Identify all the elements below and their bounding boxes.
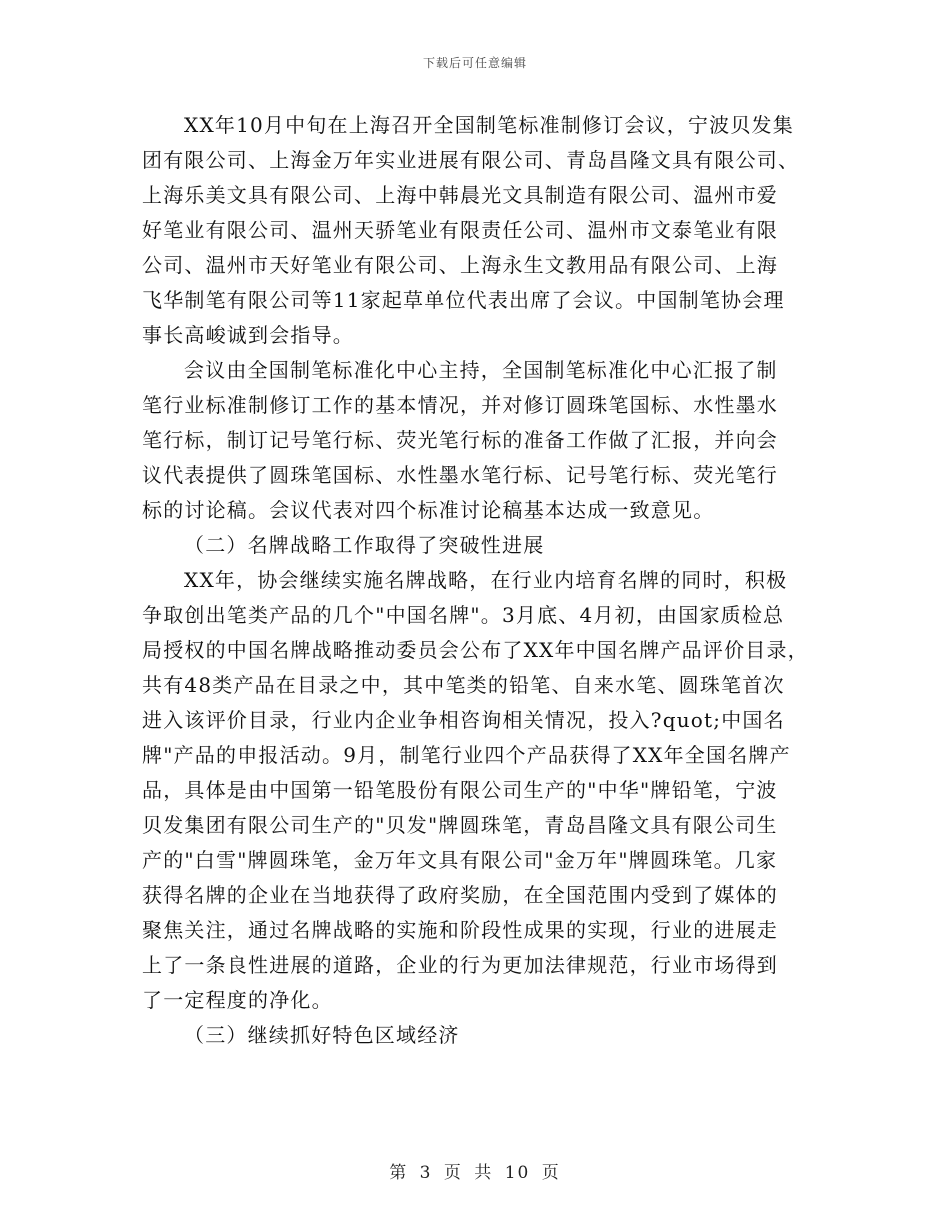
text-line: 上了一条良性进展的道路，企业的行为更加法律规范，行业市场得到 (142, 953, 778, 977)
text-line: 事长高峻诚到会指导。 (142, 323, 354, 347)
text-line: 标的讨论稿。会议代表对四个标准讨论稿基本达成一致意见。 (142, 498, 715, 522)
text-line: 贝发集团有限公司生产的"贝发"牌圆珠笔，青岛昌隆文具有限公司生 (142, 813, 778, 837)
text-line: 笔行标，制订记号笔行标、荧光笔行标的准备工作做了汇报，并向会 (142, 428, 778, 452)
text-line: 会议由全国制笔标准化中心主持，全国制笔标准化中心汇报了制 (184, 358, 778, 382)
document-body (142, 108, 814, 1053)
text-line: 上海乐美文具有限公司、上海中韩晨光文具制造有限公司、温州市爱 (142, 183, 778, 207)
text-line: 牌"产品的申报活动。9月，制笔行业四个产品获得了XX年全国名牌产 (142, 743, 791, 767)
text-line: 公司、温州市天好笔业有限公司、上海永生文教用品有限公司、上海 (142, 253, 778, 277)
text-line: 聚焦关注，通过名牌战略的实施和阶段性成果的实现，行业的进展走 (142, 918, 778, 942)
text-line: 共有48类产品在目录之中，其中笔类的铅笔、自来水笔、圆珠笔首次 (142, 673, 785, 697)
text-line: 议代表提供了圆珠笔国标、水性墨水笔行标、记号笔行标、荧光笔行 (142, 463, 778, 487)
section-heading-brand-strategy: （二）名牌战略工作取得了突破性进展 (184, 533, 545, 557)
text-line: 进入该评价目录，行业内企业争相咨询相关情况，投入?quot;中国名 (142, 708, 785, 732)
paragraph-meeting (142, 108, 814, 353)
page-number: 第 3 页 共 10 页 (389, 1163, 561, 1183)
text-line: 笔行业标准制修订工作的基本情况，并对修订圆珠笔国标、水性墨水 (142, 393, 778, 417)
text-line: XX年10月中旬在上海召开全国制笔标准制修订会议，宁波贝发集 (184, 113, 794, 137)
paragraph-standards (142, 353, 814, 528)
text-line: XX年，协会继续实施名牌战略，在行业内培育名牌的同时，积极 (184, 568, 788, 592)
text-line: 局授权的中国名牌战略推动委员会公布了XX年中国名牌产品评价目录， (142, 638, 809, 662)
paragraph-brand-strategy (142, 563, 814, 1018)
text-line: 团有限公司、上海金万年实业进展有限公司、青岛昌隆文具有限公司、 (142, 148, 800, 172)
text-line: 了一定程度的净化。 (142, 988, 333, 1012)
text-line: 获得名牌的企业在当地获得了政府奖励，在全国范围内受到了媒体的 (142, 883, 778, 907)
text-line: 品，具体是由中国第一铅笔股份有限公司生产的"中华"牌铅笔，宁波 (142, 778, 778, 802)
section-heading-regional-economy: （三）继续抓好特色区域经济 (184, 1023, 460, 1047)
text-line: 产的"白雪"牌圆珠笔，金万年文具有限公司"金万年"牌圆珠笔。几家 (142, 848, 778, 872)
text-line: 争取创出笔类产品的几个"中国名牌"。3月底、4月初，由国家质检总 (142, 603, 785, 627)
page-header-note: 下载后可任意编辑 (422, 56, 527, 70)
text-line: 好笔业有限公司、温州天骄笔业有限责任公司、温州市文泰笔业有限 (142, 218, 778, 242)
text-line: 飞华制笔有限公司等11家起草单位代表出席了会议。中国制笔协会理 (142, 288, 785, 312)
